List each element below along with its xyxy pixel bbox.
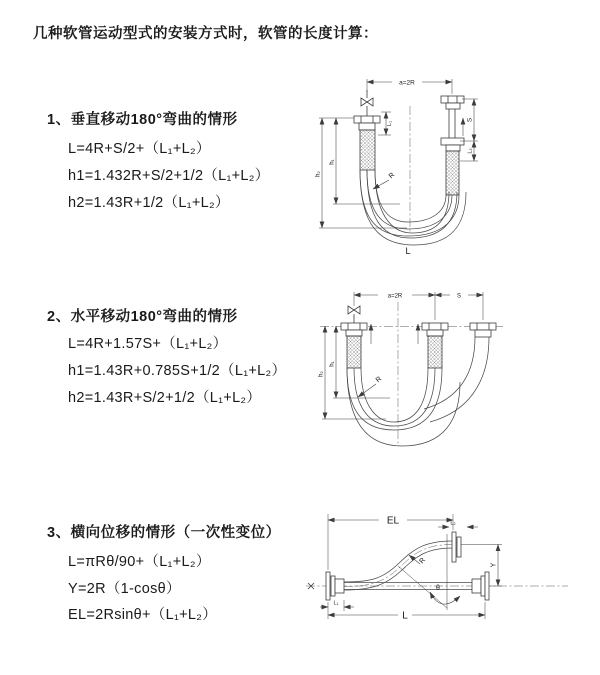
dim-label-h1: h₁	[329, 361, 336, 367]
section-1-heading: 1、垂直移动180°弯曲的情形	[47, 112, 238, 128]
dim-label-h2: h₂	[318, 371, 325, 377]
right-flange-upper	[441, 96, 464, 138]
right-flange	[472, 572, 489, 600]
page-title: 几种软管运动型式的安装方式时，软管的长度计算：	[33, 26, 378, 42]
section-2-formula-h2: h2=1.43R+S/2+1/2（L₁+L₂）	[68, 390, 262, 406]
dim-label-s: S	[466, 117, 474, 123]
section-2-formula-h1: h1=1.43R+0.785S+1/2（L₁+L₂）	[68, 363, 287, 379]
dim-label-l1: L₁	[333, 600, 339, 607]
middle-flange	[422, 323, 448, 368]
dim-label-r: R	[418, 556, 428, 566]
dimension-l1	[320, 600, 354, 611]
left-flange	[326, 572, 344, 600]
upper-right-flange	[452, 532, 461, 562]
dim-label-l-total: L	[405, 246, 411, 256]
diagram-lateral-offset	[298, 498, 598, 658]
dim-label-l: L	[402, 610, 408, 622]
valve-icon	[361, 90, 373, 116]
left-flange	[341, 323, 367, 368]
hose-curves	[347, 337, 489, 446]
valve-icon	[348, 306, 360, 323]
theta-construction	[398, 534, 460, 610]
dimension-el	[328, 514, 456, 570]
dimension-l-total	[328, 602, 485, 622]
dim-label-l1: L₁	[387, 121, 393, 126]
section-3-formula-L: L=πRθ/90+（L₁+L₂）	[68, 554, 211, 570]
dimension-l2	[438, 521, 478, 528]
section-1-formula-L: L=4R+S/2+（L₁+L₂）	[68, 141, 211, 157]
dim-label-l2: L₂	[467, 148, 474, 154]
diagram-horizontal-180-bend	[298, 282, 598, 454]
dim-label-l2: L₂	[450, 520, 456, 527]
section-1-formula-h1: h1=1.432R+S/2+1/2（L₁+L₂）	[68, 168, 270, 184]
dim-label-s: S	[456, 293, 462, 300]
dim-label-r: R	[374, 375, 384, 385]
dim-label-y: Y	[490, 562, 498, 568]
right-flange	[470, 323, 496, 337]
section-3-formula-Y: Y=2R（1-cosθ）	[68, 581, 181, 597]
dim-label-h2: h₂	[315, 171, 322, 177]
section-2-heading: 2、水平移动180°弯曲的情形	[47, 309, 238, 325]
dim-label-el: EL	[386, 515, 400, 527]
right-flange-lower	[441, 138, 464, 195]
section-3-heading: 3、横向位移的情形（一次性变位）	[47, 525, 281, 541]
diagram-vertical-180-bend	[302, 66, 587, 258]
dim-label-r: R	[387, 171, 397, 181]
radius-leader	[373, 172, 396, 189]
dim-label-a2r: a=2R	[399, 79, 415, 87]
movement-arrows	[371, 324, 418, 344]
section-2-formula-L: L=4R+1.57S+（L₁+L₂）	[68, 336, 228, 352]
dim-label-h1: h₁	[329, 159, 336, 165]
section-3-formula-EL: EL=2Rsinθ+（L₁+L₂）	[68, 607, 218, 623]
dim-label-a2r: a=2R	[387, 293, 403, 300]
dimension-a2r	[367, 79, 452, 94]
dimension-a2r-s	[354, 292, 483, 320]
section-1-formula-h2: h2=1.43R+1/2（L₁+L₂）	[68, 195, 230, 211]
left-flange	[354, 116, 380, 170]
dimension-l1	[378, 112, 393, 135]
dim-label-theta: θ	[436, 585, 440, 592]
dimension-s	[460, 99, 478, 141]
